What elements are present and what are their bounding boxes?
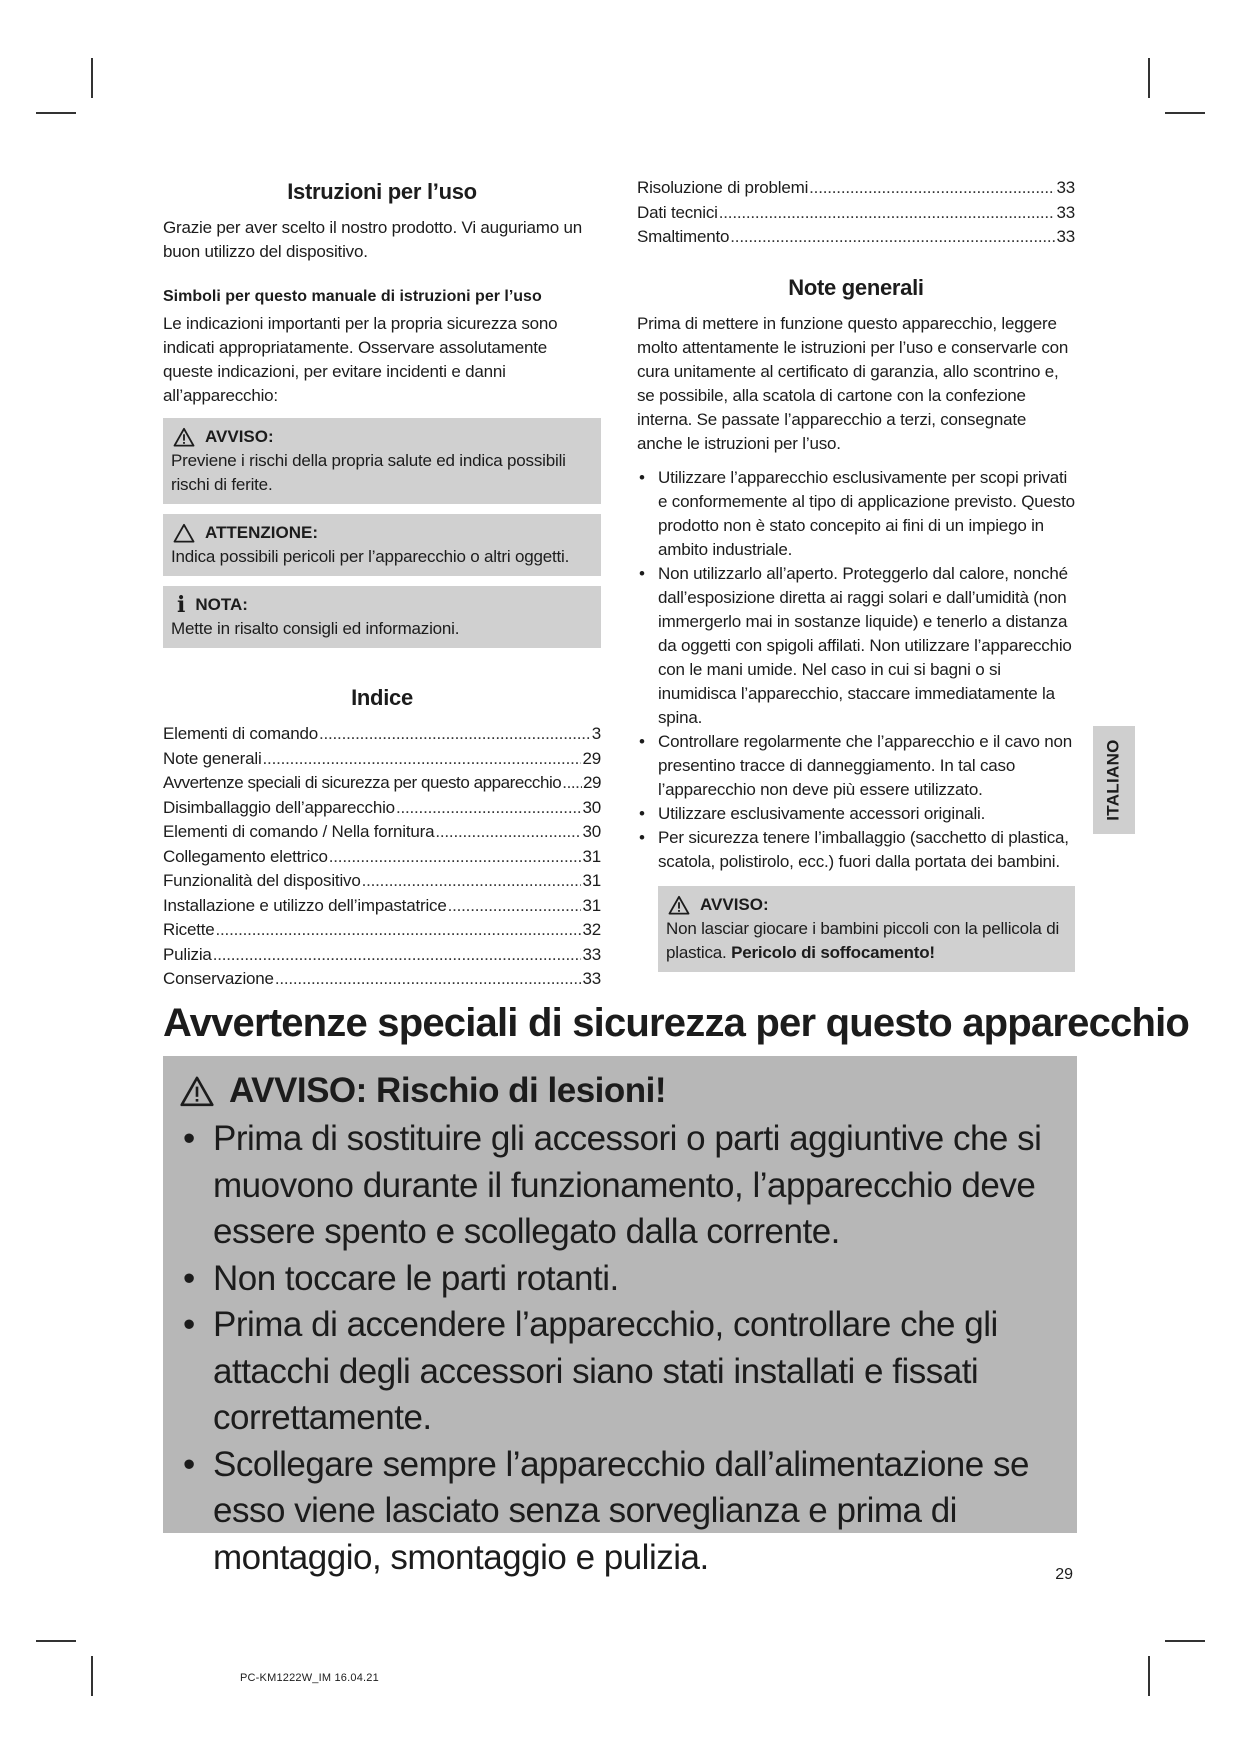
general-bullets [637,466,1075,874]
page-number: 29 [1055,1566,1073,1583]
toc-leader [562,771,582,796]
symbols-text: Le indicazioni importanti per la propria sicurezza sono indicati appropriatamente. Osservare assolutamente queste indicazioni, per evitare incidenti e danni all’apparecchio: [163,314,558,405]
list-item: • Non toccare le parti rotanti. [175,1256,1061,1303]
symbols-title: Simboli per questo manuale di istruzioni per l’uso [163,288,542,305]
toc-entry[interactable] [163,845,601,870]
warning-triangle-icon [668,895,690,915]
toc-label: Collegamento elettrico [163,846,328,866]
avviso-box [163,418,601,504]
toc-page: 33 [1056,202,1075,222]
special-bullets [175,1116,1061,1581]
toc-entry[interactable] [163,869,601,894]
nota-text: Mette in risalto consigli ed informazioni. [171,619,460,638]
toc-leader [719,201,1056,226]
nota-label: NOTA: [195,595,248,614]
toc-entry[interactable] [163,894,601,919]
index-list [163,722,601,992]
toc-label: Avvertenze speciali di sicurezza per questo apparecchio [163,773,562,792]
toc-leader [216,918,582,943]
toc-entry[interactable] [163,771,601,796]
toc-label: Elementi di comando [163,724,318,743]
attenzione-header [171,521,593,545]
toc-leader [263,747,582,772]
toc-entry[interactable] [163,796,601,821]
toc-page: 33 [1056,227,1075,246]
index-title: Indice [351,685,413,710]
plastic-warning-text [666,917,1067,965]
general-text: Prima di mettere in funzione questo apparecchio, leggere molto attentamente le istruzioni per l’uso e conservarle con cura unitamente al certificato di garanzia, allo scontrino e, se possibile, alla scatola di cartone con la confezione interna. Se passate l’apparecchio a terzi, consegnate anche le istruzioni per l’uso. [637,313,1069,453]
warning-triangle-icon [179,1075,215,1107]
info-icon: i [177,592,186,618]
toc-label: Ricette [163,920,215,939]
avviso-header [171,425,593,449]
toc-leader [730,225,1055,250]
toc-label: Dati tecnici [637,202,718,222]
toc-entry[interactable] [637,225,1075,250]
special-warning-label: AVVISO: Rischio di lesioni! [229,1071,667,1110]
attenzione-box [163,514,601,576]
nota-box [163,586,601,648]
toc-label: Smaltimento [637,227,730,246]
attenzione-text: Indica possibili pericoli per l’apparecchio o altri oggetti. [171,547,570,566]
toc-leader [213,943,582,968]
list-item: • Prima di accendere l’apparecchio, controllare che gli attacchi degli accessori siano stati installati e fissati correttamente. [175,1302,1061,1442]
avviso-label: AVVISO: [205,427,274,446]
toc-page: 30 [582,822,601,841]
toc-page: 31 [582,846,601,866]
toc-label: Funzionalità del dispositivo [163,871,361,890]
plastic-warning-body: Non lasciar giocare i bambini piccoli con la pellicola di plastica. [666,918,1060,962]
toc-entry[interactable] [163,943,601,968]
toc-leader [329,845,582,870]
list-item: • Scollegare sempre l’apparecchio dall’alimentazione se esso viene lasciato senza sorveglianza e prima di montaggio, smontaggio e pulizia. [175,1442,1061,1582]
toc-entry[interactable] [163,722,601,747]
language-tab [1093,726,1135,834]
caution-triangle-icon [173,523,195,543]
plastic-warning-box [658,886,1075,972]
special-warning-header [175,1068,1061,1114]
index-list-continued [637,176,1075,250]
list-item: • Per sicurezza tenere l’imballaggio (sacchetto di plastica, scatola, polistirolo, ecc.) fuori dalla portata dei bambini. [637,826,1075,874]
attenzione-label: ATTENZIONE: [205,523,319,542]
footer-code: PC-KM1222W_IM 16.04.21 [240,1672,379,1684]
toc-leader [809,176,1055,201]
general-title: Note generali [788,274,924,300]
left-column [163,178,601,992]
toc-entry[interactable] [163,747,601,772]
right-column [637,178,1075,972]
toc-entry[interactable] [637,176,1075,201]
toc-leader [319,722,591,747]
toc-label: Risoluzione di problemi [637,178,809,197]
usage-intro: Grazie per aver scelto il nostro prodotto. Vi auguriamo un buon utilizzo del dispositivo. [163,218,582,261]
toc-page: 33 [582,969,601,988]
toc-label: Conservazione [163,969,274,988]
language-label: ITALIANO [1104,739,1124,821]
toc-leader [396,796,582,821]
toc-page: 32 [582,920,601,939]
usage-title: Istruzioni per l’uso [287,179,477,204]
list-item: • Utilizzare l’apparecchio esclusivamente per scopi privati e conformemente al tipo di applicazione previsto. Questo prodotto non è stato concepito ai fini di un impiego in ambito industriale. [637,466,1075,562]
toc-leader [275,967,582,992]
toc-page: 31 [582,871,601,890]
list-item: • Prima di sostituire gli accessori o parti aggiuntive che si muovono durante il funzionamento, l’apparecchio deve essere spento e scollegato dalla corrente. [175,1116,1061,1256]
toc-entry[interactable] [163,967,601,992]
toc-label: Installazione e utilizzo dell’impastatrice [163,895,447,915]
toc-page: 29 [582,773,601,792]
toc-page: 33 [1056,178,1075,197]
plastic-warning-label: AVVISO: [700,894,769,914]
list-item: • Utilizzare esclusivamente accessori originali. [637,802,1075,826]
toc-leader [448,894,582,919]
toc-page: 30 [582,797,601,817]
toc-leader [362,869,582,894]
toc-label: Disimballaggio dell’apparecchio [163,797,395,817]
avviso-text: Previene i rischi della propria salute ed indica possibili rischi di ferite. [171,451,566,494]
toc-page: 3 [591,724,601,743]
toc-label: Elementi di comando / Nella fornitura [163,822,435,841]
list-item: • Controllare regolarmente che l’apparecchio e il cavo non presentino tracce di danneggiamento. In tal caso l’apparecchio non deve più essere utilizzato. [637,730,1075,802]
list-item: • Non utilizzarlo all’aperto. Proteggerlo dal calore, nonché dall’esposizione diretta ai raggi solari e dall’umidità (non immergerlo mai in sostanze liquide) e tenerlo a distanza da oggetti con spigoli affilati. Non utilizzare l’apparecchio con le mani umide. Nel caso in cui si bagni o si inumidisca l’apparecchio, staccare immediatamente la spina. [637,562,1075,730]
toc-label: Note generali [163,748,262,768]
toc-page: 33 [582,944,601,964]
plastic-warning-header [666,893,1067,917]
special-title: Avvertenze speciali di sicurezza per questo apparecchio [163,1001,1190,1045]
toc-page: 29 [582,748,601,768]
toc-entry[interactable] [163,918,601,943]
nota-header [171,593,593,617]
toc-entry[interactable] [163,820,601,845]
toc-entry[interactable] [637,201,1075,226]
warning-triangle-icon [173,427,195,447]
toc-leader [435,820,581,845]
toc-label: Pulizia [163,944,212,964]
plastic-warning-strong: Pericolo di soffocamento! [731,942,935,962]
toc-page: 31 [582,895,601,915]
